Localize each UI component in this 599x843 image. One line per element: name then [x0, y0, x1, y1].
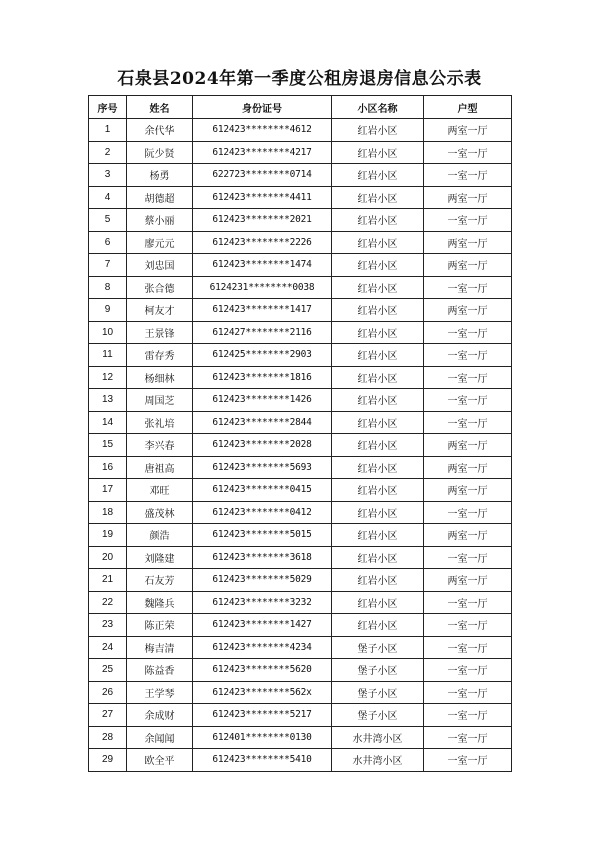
cell-id-number: 612423********2028 — [193, 434, 332, 457]
cell-name: 刘忠国 — [127, 254, 193, 277]
cell-seq: 22 — [89, 591, 127, 614]
table-row — [89, 299, 512, 322]
cell-name: 余成财 — [127, 704, 193, 727]
cell-id-number: 612423********1427 — [193, 614, 332, 637]
cell-community: 红岩小区 — [332, 434, 424, 457]
cell-community: 红岩小区 — [332, 344, 424, 367]
table-row — [89, 704, 512, 727]
cell-name: 颜浩 — [127, 524, 193, 547]
cell-id-number: 612423********4217 — [193, 141, 332, 164]
cell-unit-type: 一室一厅 — [424, 681, 512, 704]
cell-unit-type: 一室一厅 — [424, 276, 512, 299]
table-row — [89, 524, 512, 547]
cell-seq: 23 — [89, 614, 127, 637]
cell-unit-type: 两室一厅 — [424, 456, 512, 479]
cell-unit-type: 一室一厅 — [424, 726, 512, 749]
cell-community: 红岩小区 — [332, 501, 424, 524]
table-row — [89, 726, 512, 749]
cell-seq: 28 — [89, 726, 127, 749]
cell-name: 魏隆兵 — [127, 591, 193, 614]
cell-community: 红岩小区 — [332, 276, 424, 299]
table-row — [89, 569, 512, 592]
cell-unit-type: 一室一厅 — [424, 344, 512, 367]
cell-name: 阮少贤 — [127, 141, 193, 164]
cell-community: 红岩小区 — [332, 411, 424, 434]
cell-unit-type: 两室一厅 — [424, 524, 512, 547]
cell-community: 红岩小区 — [332, 119, 424, 142]
cell-seq: 12 — [89, 366, 127, 389]
table-row — [89, 546, 512, 569]
cell-id-number: 612427********2116 — [193, 321, 332, 344]
header-unit-type: 户型 — [424, 96, 512, 119]
cell-name: 杨细林 — [127, 366, 193, 389]
cell-seq: 2 — [89, 141, 127, 164]
cell-community: 堡子小区 — [332, 704, 424, 727]
cell-name: 廖元元 — [127, 231, 193, 254]
cell-unit-type: 一室一厅 — [424, 659, 512, 682]
cell-unit-type: 两室一厅 — [424, 186, 512, 209]
cell-unit-type: 一室一厅 — [424, 389, 512, 412]
cell-id-number: 612423********0415 — [193, 479, 332, 502]
cell-unit-type: 一室一厅 — [424, 591, 512, 614]
table-row — [89, 591, 512, 614]
cell-seq: 10 — [89, 321, 127, 344]
cell-seq: 11 — [89, 344, 127, 367]
cell-unit-type: 一室一厅 — [424, 749, 512, 772]
cell-seq: 9 — [89, 299, 127, 322]
table-row — [89, 164, 512, 187]
cell-seq: 29 — [89, 749, 127, 772]
table-row — [89, 231, 512, 254]
cell-community: 红岩小区 — [332, 186, 424, 209]
cell-id-number: 612423********5620 — [193, 659, 332, 682]
cell-seq: 24 — [89, 636, 127, 659]
cell-name: 欧全平 — [127, 749, 193, 772]
cell-seq: 16 — [89, 456, 127, 479]
cell-name: 邓旺 — [127, 479, 193, 502]
cell-name: 蔡小丽 — [127, 209, 193, 232]
table-row — [89, 659, 512, 682]
cell-unit-type: 两室一厅 — [424, 479, 512, 502]
cell-unit-type: 两室一厅 — [424, 299, 512, 322]
cell-id-number: 612423********2226 — [193, 231, 332, 254]
cell-unit-type: 一室一厅 — [424, 209, 512, 232]
table-row — [89, 389, 512, 412]
table-row — [89, 614, 512, 637]
cell-unit-type: 一室一厅 — [424, 704, 512, 727]
cell-seq: 17 — [89, 479, 127, 502]
cell-id-number: 612423********1474 — [193, 254, 332, 277]
cell-id-number: 612423********2844 — [193, 411, 332, 434]
cell-community: 红岩小区 — [332, 209, 424, 232]
cell-name: 余闻闻 — [127, 726, 193, 749]
cell-community: 红岩小区 — [332, 164, 424, 187]
cell-community: 红岩小区 — [332, 141, 424, 164]
page-title: 石泉县2024年第一季度公租房退房信息公示表 — [117, 69, 482, 89]
cell-unit-type: 两室一厅 — [424, 434, 512, 457]
cell-name: 胡德超 — [127, 186, 193, 209]
table-row — [89, 501, 512, 524]
table-row — [89, 479, 512, 502]
cell-name: 盛茂林 — [127, 501, 193, 524]
table-row — [89, 749, 512, 772]
table-row — [89, 636, 512, 659]
cell-community: 水井湾小区 — [332, 749, 424, 772]
cell-community: 红岩小区 — [332, 591, 424, 614]
housing-table — [88, 95, 512, 772]
cell-community: 红岩小区 — [332, 456, 424, 479]
cell-unit-type: 一室一厅 — [424, 636, 512, 659]
cell-seq: 19 — [89, 524, 127, 547]
cell-id-number: 612423********562x — [193, 681, 332, 704]
cell-unit-type: 一室一厅 — [424, 501, 512, 524]
cell-community: 红岩小区 — [332, 231, 424, 254]
table-row — [89, 254, 512, 277]
table-row — [89, 141, 512, 164]
cell-unit-type: 一室一厅 — [424, 614, 512, 637]
cell-seq: 3 — [89, 164, 127, 187]
cell-unit-type: 两室一厅 — [424, 231, 512, 254]
cell-name: 柯友才 — [127, 299, 193, 322]
cell-community: 红岩小区 — [332, 479, 424, 502]
header-name: 姓名 — [127, 96, 193, 119]
cell-id-number: 612423********4411 — [193, 186, 332, 209]
cell-community: 红岩小区 — [332, 546, 424, 569]
cell-community: 红岩小区 — [332, 254, 424, 277]
cell-seq: 21 — [89, 569, 127, 592]
cell-name: 张合德 — [127, 276, 193, 299]
cell-id-number: 612423********2021 — [193, 209, 332, 232]
cell-id-number: 612423********5029 — [193, 569, 332, 592]
cell-unit-type: 一室一厅 — [424, 141, 512, 164]
cell-name: 周国芝 — [127, 389, 193, 412]
table-row — [89, 434, 512, 457]
cell-community: 堡子小区 — [332, 636, 424, 659]
cell-id-number: 612423********3232 — [193, 591, 332, 614]
table-row — [89, 321, 512, 344]
cell-name: 刘隆建 — [127, 546, 193, 569]
cell-id-number: 612423********5410 — [193, 749, 332, 772]
cell-id-number: 6124231********0038 — [193, 276, 332, 299]
cell-seq: 4 — [89, 186, 127, 209]
table-body — [89, 119, 512, 772]
cell-name: 杨勇 — [127, 164, 193, 187]
table-row — [89, 366, 512, 389]
cell-seq: 27 — [89, 704, 127, 727]
cell-unit-type: 一室一厅 — [424, 411, 512, 434]
cell-name: 张礼培 — [127, 411, 193, 434]
table-row — [89, 119, 512, 142]
cell-unit-type: 一室一厅 — [424, 164, 512, 187]
cell-id-number: 612423********4234 — [193, 636, 332, 659]
cell-community: 红岩小区 — [332, 389, 424, 412]
cell-seq: 1 — [89, 119, 127, 142]
cell-id-number: 612423********1426 — [193, 389, 332, 412]
cell-id-number: 612423********1417 — [193, 299, 332, 322]
cell-id-number: 612423********4612 — [193, 119, 332, 142]
cell-seq: 7 — [89, 254, 127, 277]
cell-community: 堡子小区 — [332, 659, 424, 682]
cell-name: 雷存秀 — [127, 344, 193, 367]
cell-name: 陈益香 — [127, 659, 193, 682]
cell-community: 红岩小区 — [332, 366, 424, 389]
cell-id-number: 612423********5693 — [193, 456, 332, 479]
table-row — [89, 344, 512, 367]
cell-id-number: 612425********2903 — [193, 344, 332, 367]
cell-seq: 5 — [89, 209, 127, 232]
cell-seq: 26 — [89, 681, 127, 704]
cell-seq: 14 — [89, 411, 127, 434]
table-row — [89, 411, 512, 434]
cell-id-number: 612423********5015 — [193, 524, 332, 547]
header-id-number: 身份证号 — [193, 96, 332, 119]
table-row — [89, 456, 512, 479]
cell-name: 王学琴 — [127, 681, 193, 704]
cell-id-number: 622723********0714 — [193, 164, 332, 187]
cell-name: 王景锋 — [127, 321, 193, 344]
cell-seq: 18 — [89, 501, 127, 524]
cell-seq: 25 — [89, 659, 127, 682]
cell-community: 红岩小区 — [332, 614, 424, 637]
cell-name: 石友芳 — [127, 569, 193, 592]
table-row — [89, 186, 512, 209]
cell-community: 堡子小区 — [332, 681, 424, 704]
table-row — [89, 276, 512, 299]
cell-seq: 20 — [89, 546, 127, 569]
cell-id-number: 612423********1816 — [193, 366, 332, 389]
cell-id-number: 612423********5217 — [193, 704, 332, 727]
cell-unit-type: 两室一厅 — [424, 569, 512, 592]
table-row — [89, 681, 512, 704]
cell-unit-type: 一室一厅 — [424, 321, 512, 344]
cell-community: 红岩小区 — [332, 569, 424, 592]
table-row — [89, 209, 512, 232]
cell-name: 陈正荣 — [127, 614, 193, 637]
cell-seq: 6 — [89, 231, 127, 254]
cell-name: 唐祖高 — [127, 456, 193, 479]
cell-id-number: 612423********3618 — [193, 546, 332, 569]
cell-id-number: 612423********0412 — [193, 501, 332, 524]
cell-unit-type: 一室一厅 — [424, 366, 512, 389]
cell-seq: 15 — [89, 434, 127, 457]
cell-unit-type: 两室一厅 — [424, 119, 512, 142]
cell-unit-type: 两室一厅 — [424, 254, 512, 277]
cell-community: 红岩小区 — [332, 524, 424, 547]
cell-name: 李兴春 — [127, 434, 193, 457]
header-seq: 序号 — [89, 96, 127, 119]
cell-unit-type: 一室一厅 — [424, 546, 512, 569]
cell-community: 水井湾小区 — [332, 726, 424, 749]
cell-name: 梅吉清 — [127, 636, 193, 659]
cell-name: 余代华 — [127, 119, 193, 142]
cell-community: 红岩小区 — [332, 321, 424, 344]
cell-seq: 13 — [89, 389, 127, 412]
cell-id-number: 612401********0130 — [193, 726, 332, 749]
table-header-row — [89, 96, 512, 119]
cell-seq: 8 — [89, 276, 127, 299]
header-community: 小区名称 — [332, 96, 424, 119]
cell-community: 红岩小区 — [332, 299, 424, 322]
